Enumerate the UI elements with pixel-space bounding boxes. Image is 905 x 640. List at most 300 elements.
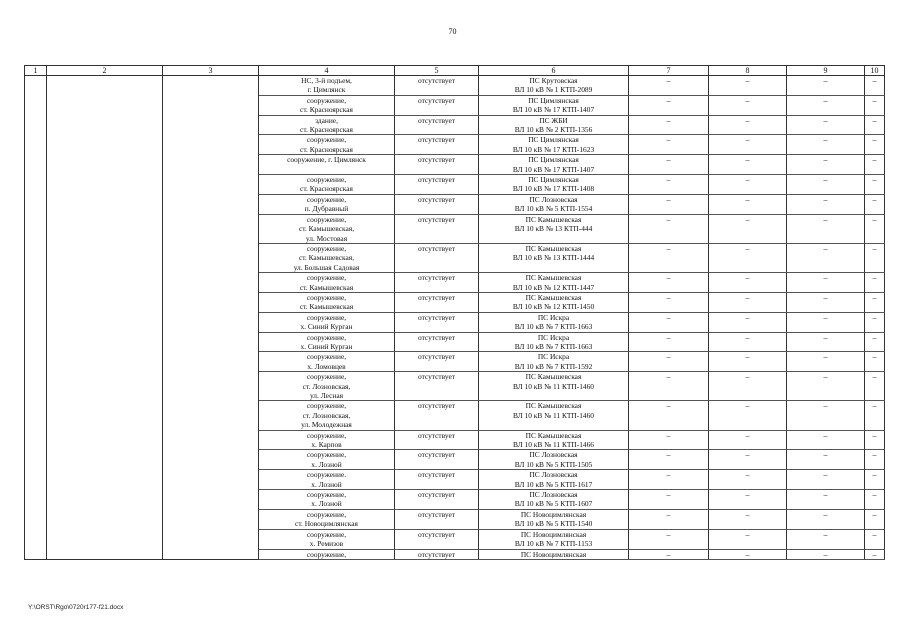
- object-line: х. Синий Курган: [300, 341, 353, 351]
- substation-line: ВЛ 10 кВ № 5 КТП-1505: [514, 459, 593, 469]
- empty-cell-col1: [25, 155, 47, 175]
- dash-cell-c10: –: [865, 352, 885, 372]
- empty-cell-col2: [47, 401, 163, 430]
- substation-line: ВЛ 10 кВ № 11 КТП-1466: [512, 440, 594, 450]
- object-line: сооружение,: [306, 332, 347, 342]
- object-cell: [259, 352, 395, 372]
- empty-cell-col2: [47, 372, 163, 401]
- empty-cell-col1: [25, 76, 47, 96]
- status-cell: отсутствует: [395, 549, 479, 559]
- empty-cell-col1: [25, 509, 47, 529]
- empty-cell-col2: [47, 509, 163, 529]
- object-line: сооружение,: [306, 95, 347, 105]
- dash-cell-c8: –: [709, 352, 787, 372]
- dash-cell-c10: –: [865, 135, 885, 155]
- empty-cell-col1: [25, 243, 47, 272]
- dash-cell-c8: –: [709, 135, 787, 155]
- empty-cell-col2: [47, 332, 163, 352]
- substation-cell: [479, 352, 629, 372]
- dash-cell-c9: –: [787, 175, 865, 195]
- object-line: ст. Камышевская,: [298, 253, 355, 263]
- object-line: ул. Лесная: [309, 391, 344, 400]
- table-row: [25, 155, 885, 175]
- empty-cell-col1: [25, 450, 47, 470]
- status-cell: отсутствует: [395, 312, 479, 332]
- table-row: [25, 115, 885, 135]
- table-row: [25, 175, 885, 195]
- substation-line: ПС Искра: [537, 312, 570, 322]
- dash-cell-c10: –: [865, 450, 885, 470]
- empty-cell-col2: [47, 243, 163, 272]
- substation-cell: [479, 529, 629, 549]
- dash-cell-c7: –: [629, 292, 709, 312]
- dash-cell-c8: –: [709, 155, 787, 175]
- object-cell: [259, 214, 395, 243]
- object-line: ст. Камышевская: [299, 302, 354, 312]
- object-cell: [259, 470, 395, 490]
- object-line: ст. Красноярская: [300, 184, 353, 194]
- empty-cell-col1: [25, 430, 47, 450]
- status-cell: отсутствует: [395, 292, 479, 312]
- dash-cell-c9: –: [787, 95, 865, 115]
- dash-cell-c10: –: [865, 292, 885, 312]
- status-cell: отсутствует: [395, 273, 479, 293]
- empty-cell-col3: [163, 95, 259, 115]
- object-line: сооружение,: [306, 273, 347, 283]
- substation-cell: [479, 243, 629, 272]
- object-line: сооружение,: [306, 352, 347, 362]
- dash-cell-c10: –: [865, 214, 885, 243]
- object-cell: [259, 509, 395, 529]
- substation-cell: [479, 135, 629, 155]
- object-cell: [259, 194, 395, 214]
- table-row: [25, 470, 885, 490]
- object-cell: [259, 155, 395, 175]
- dash-cell-c7: –: [629, 175, 709, 195]
- dash-cell-c10: –: [865, 332, 885, 352]
- substation-cell: [479, 155, 629, 175]
- substation-line: ВЛ 10 кВ № 5 КТП-1540: [514, 519, 593, 529]
- dash-cell-c8: –: [709, 194, 787, 214]
- table-row: [25, 529, 885, 549]
- status-cell: отсутствует: [395, 135, 479, 155]
- status-cell: отсутствует: [395, 430, 479, 450]
- column-number-row: [25, 66, 885, 76]
- empty-cell-col3: [163, 194, 259, 214]
- object-line: сооружение,: [306, 430, 347, 440]
- empty-cell-col1: [25, 549, 47, 559]
- substation-line: ВЛ 10 кВ № 7 КТП-1153: [514, 539, 593, 549]
- dash-cell-c9: –: [787, 352, 865, 372]
- object-cell: [259, 312, 395, 332]
- object-cell: [259, 292, 395, 312]
- empty-cell-col1: [25, 194, 47, 214]
- status-cell: отсутствует: [395, 372, 479, 401]
- substation-line: ВЛ 10 кВ № 7 КТП-1663: [514, 341, 593, 351]
- dash-cell-c9: –: [787, 401, 865, 430]
- empty-cell-col3: [163, 273, 259, 293]
- empty-cell-col2: [47, 214, 163, 243]
- dash-cell-c7: –: [629, 352, 709, 372]
- status-cell: отсутствует: [395, 450, 479, 470]
- dash-cell-c10: –: [865, 95, 885, 115]
- dash-cell-c7: –: [629, 372, 709, 401]
- empty-cell-col3: [163, 332, 259, 352]
- table-row: [25, 95, 885, 115]
- substation-cell: [479, 470, 629, 490]
- dash-cell-c10: –: [865, 243, 885, 272]
- table-row: [25, 312, 885, 332]
- substation-line: ПС Новоцимлянская: [520, 549, 587, 559]
- substation-cell: [479, 214, 629, 243]
- substation-line: ВЛ 10 кВ № 17 КТП-1407: [512, 105, 595, 115]
- object-line: сооружение,: [306, 509, 347, 519]
- empty-cell-col3: [163, 292, 259, 312]
- status-cell: отсутствует: [395, 95, 479, 115]
- dash-cell-c8: –: [709, 273, 787, 293]
- empty-cell-col3: [163, 549, 259, 559]
- empty-cell-col1: [25, 529, 47, 549]
- dash-cell-c8: –: [709, 95, 787, 115]
- object-cell: [259, 95, 395, 115]
- object-cell: [259, 549, 395, 559]
- status-cell: отсутствует: [395, 332, 479, 352]
- substation-line: ПС Камышевская: [525, 292, 582, 302]
- substation-line: ПС Цимлянская: [528, 175, 579, 185]
- object-line: сооружение,: [306, 401, 347, 411]
- dash-cell-c7: –: [629, 135, 709, 155]
- dash-cell-c10: –: [865, 549, 885, 559]
- object-line: ул. Большая Садовая: [293, 262, 360, 272]
- dash-cell-c8: –: [709, 549, 787, 559]
- substation-cell: [479, 490, 629, 510]
- empty-cell-col2: [47, 529, 163, 549]
- column-number-9: 9: [787, 66, 865, 76]
- substation-cell: [479, 175, 629, 195]
- empty-cell-col3: [163, 352, 259, 372]
- substation-line: ВЛ 10 кВ № 11 КТП-1460: [512, 381, 594, 391]
- dash-cell-c7: –: [629, 549, 709, 559]
- empty-cell-col2: [47, 155, 163, 175]
- substation-line: ВЛ 10 кВ № 2 КТП-1356: [514, 125, 593, 135]
- object-line: х. Синий Курган: [300, 322, 353, 332]
- object-line: НС, 3-й подъем,: [301, 76, 352, 85]
- dash-cell-c8: –: [709, 175, 787, 195]
- table-row: [25, 135, 885, 155]
- dash-cell-c9: –: [787, 549, 865, 559]
- table-row: [25, 401, 885, 430]
- dash-cell-c8: –: [709, 214, 787, 243]
- substation-cell: [479, 115, 629, 135]
- object-line: ст. Новоцимлянская: [295, 519, 358, 529]
- empty-cell-col2: [47, 312, 163, 332]
- dash-cell-c9: –: [787, 214, 865, 243]
- status-cell: отсутствует: [395, 175, 479, 195]
- substation-line: ПС Новоцимлянская: [520, 529, 587, 539]
- empty-cell-col1: [25, 352, 47, 372]
- object-line: ст. Лозновская,: [302, 381, 351, 391]
- empty-cell-col1: [25, 292, 47, 312]
- dash-cell-c8: –: [709, 76, 787, 96]
- empty-cell-col1: [25, 135, 47, 155]
- substation-line: ВЛ 10 кВ № 7 КТП-1592: [514, 361, 593, 371]
- empty-cell-col1: [25, 95, 47, 115]
- object-line: х. Лозной: [311, 459, 342, 469]
- substation-line: ПС Лозновская: [529, 450, 578, 460]
- object-cell: [259, 273, 395, 293]
- status-cell: отсутствует: [395, 76, 479, 96]
- dash-cell-c9: –: [787, 273, 865, 293]
- dash-cell-c9: –: [787, 470, 865, 490]
- dash-cell-c7: –: [629, 273, 709, 293]
- substation-line: ПС Искра: [537, 332, 570, 342]
- substation-line: ВЛ 10 кВ № 17 КТП-1408: [512, 184, 595, 194]
- empty-cell-col1: [25, 273, 47, 293]
- empty-cell-col3: [163, 529, 259, 549]
- status-cell: отсутствует: [395, 194, 479, 214]
- object-cell: [259, 76, 395, 96]
- substation-line: ПС Камышевская: [525, 401, 582, 411]
- object-line: ст. Красноярская: [300, 105, 353, 115]
- empty-cell-col2: [47, 450, 163, 470]
- column-number-8: 8: [709, 66, 787, 76]
- column-number-3: 3: [163, 66, 259, 76]
- empty-cell-col2: [47, 292, 163, 312]
- object-line: х. Карпов: [311, 440, 342, 450]
- dash-cell-c8: –: [709, 312, 787, 332]
- page-number: 70: [448, 27, 457, 36]
- dash-cell-c10: –: [865, 273, 885, 293]
- object-line: ст. Камышевская,: [298, 224, 355, 234]
- dash-cell-c10: –: [865, 372, 885, 401]
- substation-cell: [479, 401, 629, 430]
- dash-cell-c8: –: [709, 401, 787, 430]
- empty-cell-col3: [163, 509, 259, 529]
- dash-cell-c7: –: [629, 401, 709, 430]
- dash-cell-c10: –: [865, 76, 885, 96]
- table-row: [25, 372, 885, 401]
- column-number-7: 7: [629, 66, 709, 76]
- empty-cell-col3: [163, 115, 259, 135]
- substation-cell: [479, 450, 629, 470]
- dash-cell-c9: –: [787, 115, 865, 135]
- column-number-6: 6: [479, 66, 629, 76]
- dash-cell-c7: –: [629, 312, 709, 332]
- object-cell: [259, 135, 395, 155]
- status-cell: отсутствует: [395, 490, 479, 510]
- object-line: ст. Камышевская: [299, 282, 354, 292]
- substation-line: ПС Новоцимлянская: [520, 509, 587, 519]
- dash-cell-c10: –: [865, 509, 885, 529]
- status-cell: отсутствует: [395, 243, 479, 272]
- dash-cell-c7: –: [629, 529, 709, 549]
- dash-cell-c9: –: [787, 372, 865, 401]
- substation-cell: [479, 312, 629, 332]
- dash-cell-c10: –: [865, 401, 885, 430]
- substation-line: ВЛ 10 кВ № 5 КТП-1617: [514, 479, 593, 489]
- substation-cell: [479, 95, 629, 115]
- substation-line: ПС Камышевская: [525, 214, 582, 224]
- empty-cell-col3: [163, 243, 259, 272]
- column-number-1: 1: [25, 66, 47, 76]
- dash-cell-c10: –: [865, 529, 885, 549]
- status-cell: отсутствует: [395, 155, 479, 175]
- empty-cell-col2: [47, 115, 163, 135]
- empty-cell-col1: [25, 175, 47, 195]
- object-line: сооружение,: [306, 312, 347, 322]
- dash-cell-c10: –: [865, 490, 885, 510]
- dash-cell-c8: –: [709, 115, 787, 135]
- table-row: [25, 430, 885, 450]
- dash-cell-c7: –: [629, 194, 709, 214]
- object-line: сооружение,: [306, 450, 347, 460]
- empty-cell-col3: [163, 155, 259, 175]
- substation-line: ПС Цимлянская: [528, 95, 579, 105]
- dash-cell-c10: –: [865, 312, 885, 332]
- dash-cell-c9: –: [787, 529, 865, 549]
- dash-cell-c7: –: [629, 430, 709, 450]
- empty-cell-col2: [47, 95, 163, 115]
- table-row: [25, 273, 885, 293]
- substation-line: ПС Лозновская: [529, 194, 578, 204]
- object-line: сооружение,: [306, 490, 347, 500]
- empty-cell-col2: [47, 490, 163, 510]
- object-line: х. Лозной: [311, 499, 342, 509]
- object-line: сооружение,: [306, 135, 347, 145]
- object-line: х. Ремизов: [309, 539, 344, 549]
- object-line: ст. Красноярская: [300, 144, 353, 154]
- table-row: [25, 243, 885, 272]
- empty-cell-col3: [163, 430, 259, 450]
- substation-line: ПС Цимлянская: [528, 135, 579, 145]
- empty-cell-col2: [47, 135, 163, 155]
- dash-cell-c8: –: [709, 243, 787, 272]
- empty-cell-col3: [163, 450, 259, 470]
- dash-cell-c9: –: [787, 312, 865, 332]
- dash-cell-c10: –: [865, 115, 885, 135]
- empty-cell-col3: [163, 135, 259, 155]
- substation-line: ВЛ 10 кВ № 12 КТП-1447: [512, 282, 595, 292]
- dash-cell-c7: –: [629, 243, 709, 272]
- substation-line: ПС ЖБИ: [539, 115, 568, 125]
- substation-line: ВЛ 10 кВ № 7 КТП-1663: [514, 322, 593, 332]
- dash-cell-c10: –: [865, 430, 885, 450]
- object-line: ст. Лозновская,: [302, 410, 351, 420]
- object-cell: [259, 115, 395, 135]
- dash-cell-c8: –: [709, 509, 787, 529]
- status-cell: отсутствует: [395, 214, 479, 243]
- object-line: здание,: [315, 115, 338, 125]
- empty-cell-col1: [25, 332, 47, 352]
- empty-cell-col3: [163, 490, 259, 510]
- object-cell: [259, 430, 395, 450]
- dash-cell-c7: –: [629, 95, 709, 115]
- dash-cell-c8: –: [709, 372, 787, 401]
- table-row: [25, 332, 885, 352]
- status-cell: отсутствует: [395, 529, 479, 549]
- dash-cell-c10: –: [865, 194, 885, 214]
- dash-cell-c9: –: [787, 430, 865, 450]
- dash-cell-c7: –: [629, 509, 709, 529]
- substation-line: ВЛ 10 кВ № 13 КТП-1444: [512, 253, 595, 263]
- object-cell: [259, 529, 395, 549]
- object-line: ул. Молодежная: [301, 420, 352, 430]
- substation-line: ВЛ 10 кВ № 12 КТП-1450: [512, 302, 595, 312]
- substation-cell: [479, 430, 629, 450]
- substation-line: ПС Камышевская: [525, 273, 582, 283]
- substation-line: ПС Камышевская: [525, 430, 582, 440]
- table-body: [25, 76, 885, 560]
- dash-cell-c10: –: [865, 470, 885, 490]
- empty-cell-col2: [47, 430, 163, 450]
- empty-cell-col2: [47, 194, 163, 214]
- dash-cell-c9: –: [787, 450, 865, 470]
- dash-cell-c10: –: [865, 155, 885, 175]
- object-cell: [259, 450, 395, 470]
- substation-cell: [479, 332, 629, 352]
- dash-cell-c9: –: [787, 76, 865, 96]
- object-line: сооружение,: [306, 243, 347, 253]
- status-cell: отсутствует: [395, 352, 479, 372]
- status-cell: отсутствует: [395, 509, 479, 529]
- dash-cell-c10: –: [865, 175, 885, 195]
- substation-line: ВЛ 10 кВ № 5 КТП-1607: [514, 499, 593, 509]
- empty-cell-col1: [25, 312, 47, 332]
- object-line: сооружение,: [306, 529, 347, 539]
- empty-cell-col2: [47, 175, 163, 195]
- file-path-footer: Y:\ORST\Rgo\0720r177-f21.docx: [28, 604, 124, 611]
- object-line: сооружение, г. Цимлянск: [287, 155, 366, 165]
- object-line: п. Дубравный: [304, 204, 349, 214]
- status-cell: отсутствует: [395, 115, 479, 135]
- table-row: [25, 214, 885, 243]
- substation-cell: [479, 273, 629, 293]
- empty-cell-col2: [47, 76, 163, 96]
- object-line: сооружение,: [306, 549, 347, 559]
- substation-line: ПС Искра: [537, 352, 570, 362]
- substation-cell: [479, 372, 629, 401]
- substation-cell: [479, 509, 629, 529]
- dash-cell-c7: –: [629, 214, 709, 243]
- dash-cell-c9: –: [787, 292, 865, 312]
- substation-line: ПС Лозновская: [529, 490, 578, 500]
- empty-cell-col1: [25, 115, 47, 135]
- dash-cell-c9: –: [787, 332, 865, 352]
- substation-line: ВЛ 10 кВ № 17 КТП-1407: [512, 164, 595, 174]
- dash-cell-c8: –: [709, 529, 787, 549]
- dash-cell-c8: –: [709, 470, 787, 490]
- object-line: х. Лозной: [311, 479, 342, 489]
- substation-line: ПС Камышевская: [525, 372, 582, 382]
- empty-cell-col1: [25, 214, 47, 243]
- dash-cell-c8: –: [709, 292, 787, 312]
- status-cell: отсутствует: [395, 470, 479, 490]
- table-row: [25, 76, 885, 96]
- empty-cell-col3: [163, 175, 259, 195]
- object-line: сооружение,: [306, 214, 347, 224]
- object-line: г. Цимлянск: [307, 85, 346, 95]
- empty-cell-col1: [25, 372, 47, 401]
- substation-line: ПС Цимлянская: [528, 155, 579, 165]
- substation-line: ПС Камышевская: [525, 243, 582, 253]
- substation-line: ВЛ 10 кВ № 1 КТП-2089: [514, 85, 593, 95]
- object-cell: [259, 372, 395, 401]
- dash-cell-c7: –: [629, 332, 709, 352]
- substation-cell: [479, 76, 629, 96]
- object-cell: [259, 332, 395, 352]
- object-line: х. Ломовцев: [307, 361, 346, 371]
- dash-cell-c9: –: [787, 509, 865, 529]
